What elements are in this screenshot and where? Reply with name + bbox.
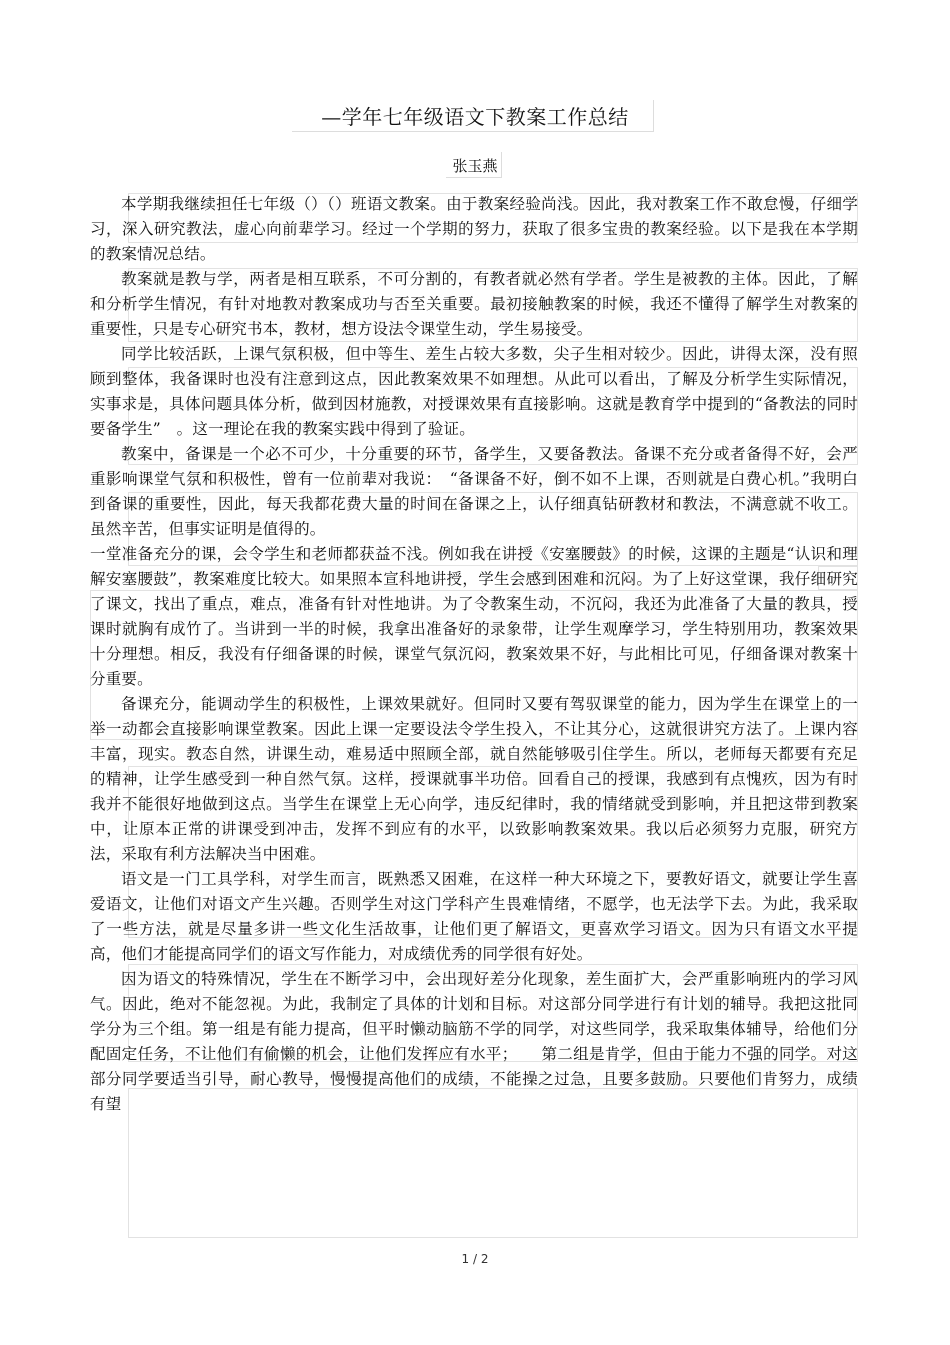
paragraph-5: 一堂准备充分的课，会令学生和老师都获益不浅。例如我在讲授《安塞腰鼓》的时候，这课的主题是“认识和理解安塞腰鼓”，教案难度比较大。如果照本宣科地讲授，学生会感到困难和沉闷。为了上好这堂课，我仔细研究了课文，找出了重点，难点，准备有针对性地讲。为了令教案生动，不沉闷，我还为此准备了大量的教具，授课时就胸有成竹了。当讲到一半的时候，我拿出准备好的录象带，让学生观摩学习，学生特别用功，教案效果十分理想。相反，我没有仔细备课的时候，课堂气氛沉闷，教案效果不好，与此相比可见，仔细备课对教案十分重要。 bbox=[90, 545, 858, 688]
paragraph-4: 教案中，备课是一个必不可少，十分重要的环节，备学生，又要备教法。备课不充分或者备得不好，会严重影响课堂气氛和积极性，曾有一位前辈对我说： “备课备不好，倒不如不上课，否则就是白费心机。”我明白到备课的重要性，因此，每天我都花费大量的时间在备课之上，认仔细真钻研教材和教法，不满意就不收工。虽然辛苦，但事实证明是值得的。 bbox=[90, 445, 858, 538]
paragraph-8: 因为语文的特殊情况，学生在不断学习中，会出现好差分化现象，差生面扩大，会严重影响班内的学习风气。因此，绝对不能忽视。为此，我制定了具体的计划和目标。对这部分同学进行有计划的辅导。我把这批同学分为三个组。第一组是有能力提高，但平时懒动脑筋不学的同学，对这些同学，我采取集体辅导，给他们分配固定任务，不让他们有偷懒的机会，让他们发挥应有水平； 第二组是肯学，但由于能力不强的同学。对这部分同学要适当引导，耐心教导，慢慢提高他们的成绩，不能操之过急，且要多鼓励。只要他们肯努力，成绩有望 bbox=[90, 970, 858, 1113]
paragraph-2: 教案就是教与学，两者是相互联系，不可分割的，有教者就必然有学者。学生是被教的主体。因此，了解和分析学生情况，有针对地教对教案成功与否至关重要。最初接触教案的时候，我还不懂得了解学生对教案的重要性，只是专心研究书本，教材，想方设法令课堂生动，学生易接受。 bbox=[90, 270, 858, 338]
paragraph-3: 同学比较活跃，上课气氛积极，但中等生、差生占较大多数，尖子生相对较少。因此，讲得太深，没有照顾到整体，我备课时也没有注意到这点，因此教案效果不如理想。从此可以看出，了解及分析学生实际情况，实事求是，具体问题具体分析，做到因材施教，对授课效果有直接影响。这就是教育学中提到的“备教法的同时要备学生” 。这一理论在我的教案实践中得到了验证。 bbox=[90, 345, 858, 438]
document-body bbox=[90, 192, 858, 1238]
document-author: 张玉燕 bbox=[452, 157, 498, 175]
paragraph-7: 语文是一门工具学科，对学生而言，既熟悉又困难，在这样一种大环境之下，要教好语文，就要让学生喜爱语文，让他们对语文产生兴趣。否则学生对这门学科产生畏难情绪，不愿学，也无法学下去。为此，我采取了一些方法，就是尽量多讲一些文化生活故事，让他们更了解语文，更喜欢学习语文。因为只有语文水平提高，他们才能提高同学们的语文写作能力，对成绩优秀的同学很有好处。 bbox=[90, 870, 858, 963]
paragraph-1: 本学期我继续担任七年级（）（）班语文教案。由于教案经验尚浅。因此，我对教案工作不敢怠慢，仔细学习，深入研究教法，虚心向前辈学习。经过一个学期的努力，获取了很多宝贵的教案经验。以下是我在本学期的教案情况总结。 bbox=[90, 195, 858, 263]
page-number: 1 / 2 bbox=[461, 1252, 489, 1266]
document-title: —学年七年级语文下教案工作总结 bbox=[321, 105, 629, 129]
paragraph-6: 备课充分，能调动学生的积极性，上课效果就好。但同时又要有驾驭课堂的能力，因为学生在课堂上的一举一动都会直接影响课堂教案。因此上课一定要设法令学生投入，不让其分心，这就很讲究方法了。上课内容丰富，现实。教态自然，讲课生动，难易适中照顾全部，就自然能够吸引住学生。所以，老师每天都要有充足的精神，让学生感受到一种自然气氛。这样，授课就事半功倍。回看自己的授课，我感到有点愧疚，因为有时我并不能很好地做到这点。当学生在课堂上无心向学，违反纪律时，我的情绪就受到影响，并且把这带到教案中，让原本正常的讲课受到冲击，发挥不到应有的水平，以致影响教案效果。我以后必须努力克服，研究方法，采取有利方法解决当中困难。 bbox=[90, 695, 858, 863]
